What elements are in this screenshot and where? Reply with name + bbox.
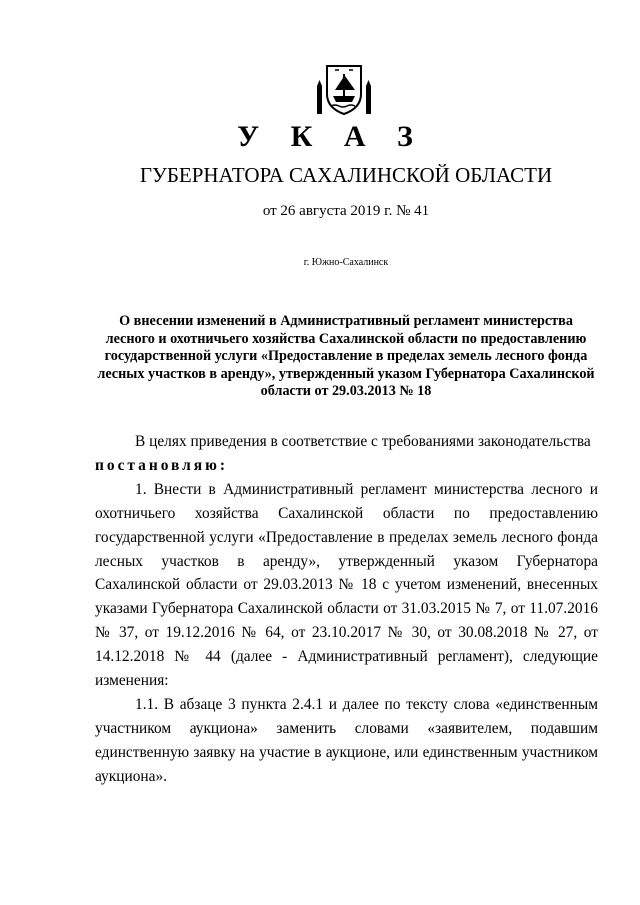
decree-body bbox=[95, 430, 598, 789]
paragraph-1: 1. Внести в Административный регламент министерства лесного и охотничьего хозяйства Сахалинской области по предоставлению государственной услуги «Предоставление в пределах земель лесного фонда лесных участков в аренду», утвержденный указом Губернатора Сахалинской области от 29.03.2013 № 18 с учетом изменений, внесенных указами Губернатора Сахалинской области от 31.03.2015 № 7, от 11.07.2016 № 37, от 19.12.2016 № 64, от 23.10.2017 № 30, от 30.08.2018 № 27, от 14.12.2018 № 44 (далее - Административный регламент), следующие изменения: bbox=[95, 480, 598, 690]
decree-title: У К А З bbox=[237, 120, 425, 153]
decree-date-number: от 26 августа 2019 г. № 41 bbox=[262, 203, 430, 219]
decree-heading: О внесении изменений в Административный регламент министерства лесного и охотничьего хозяйства Сахалинской области по предоставлению государственной услуги «Предоставление в пределах земель лесного фонда лесных участков в аренду», утвержденный указом Губернатора Сахалинской области от 29.03.2013 № 18 bbox=[97, 313, 595, 400]
preamble-paragraph: В целях приведения в соответствие с требованиями законодательства bbox=[135, 433, 591, 450]
resolve-word: постановляю: bbox=[95, 456, 228, 474]
decree-issuer: ГУБЕРНАТОРА САХАЛИНСКОЙ ОБЛАСТИ bbox=[139, 163, 553, 187]
decree-city: г. Южно-Сахалинск bbox=[303, 257, 389, 268]
coat-of-arms-icon bbox=[315, 60, 373, 116]
paragraph-1-1: 1.1. В абзаце 3 пункта 2.4.1 и далее по тексту слова «единственным участником аукциона» заменить словами «заявителем, подавшим единственную заявку на участие в аукционе, или единственным участником аукциона». bbox=[95, 695, 598, 785]
